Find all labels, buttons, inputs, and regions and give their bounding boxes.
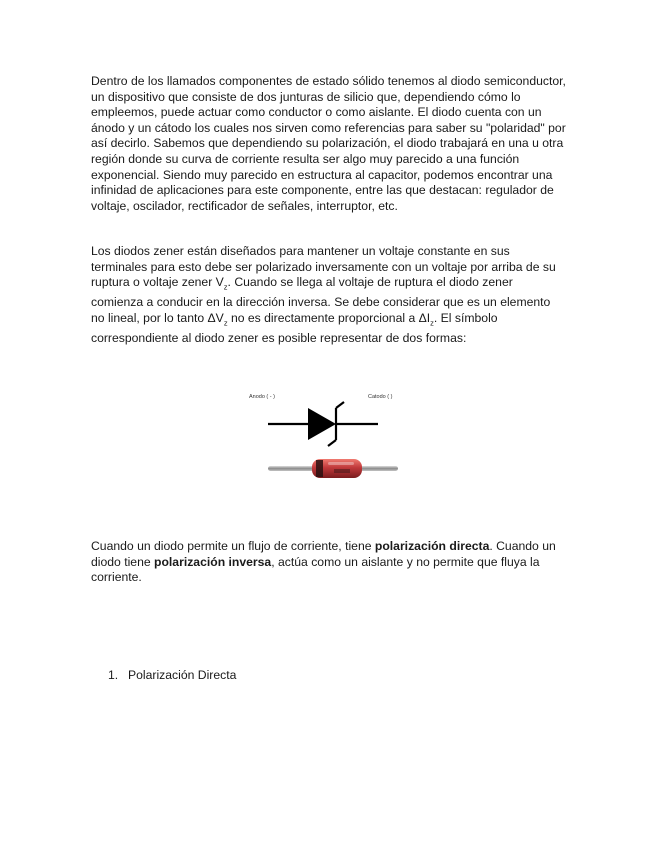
subscript-z-3: z <box>430 318 434 328</box>
anode-label: Anodo ( - ) <box>249 394 275 400</box>
zener-diode-photo-icon <box>246 386 414 490</box>
cathode-label: Catodo ( ) <box>368 394 393 400</box>
zener-text-1: Los diodos zener están diseñados para mantener un voltaje constante en sus terminales para esto debe ser polarizado inversamente con un voltaje por arriba de su ruptura o voltaje zener V <box>91 244 556 290</box>
subscript-z-1: z <box>223 282 228 292</box>
bold-direct-polarization: polarización directa <box>374 539 490 553</box>
zener-text-4: . El símbolo correspondiente al diodo zener es posible representar de dos formas: <box>91 310 498 345</box>
list-item <box>108 668 236 684</box>
polarization-text-2: . Cuando un diodo tiene <box>91 539 556 569</box>
bold-reverse-polarization: polarización inversa <box>154 554 272 569</box>
polarization-text-3: , actúa como un aislante y no permite que fluya la corriente. <box>91 554 540 585</box>
list-item-number: 1. <box>108 668 119 682</box>
numbered-list <box>108 668 236 684</box>
zener-text-2: . Cuando se llega al voltaje de ruptura el diodo zener comienza a conducir en la dirección inversa. Se debe considerar que es un elemento no lineal, por lo tanto ΔV <box>91 275 551 325</box>
subscript-z-2: z <box>223 318 228 328</box>
zener-text-3: no es directamente proporcional a ΔI <box>227 310 431 325</box>
list-item-text: Polarización Directa <box>128 668 237 682</box>
zener-diode-figure <box>246 386 414 490</box>
paragraph-zener <box>91 244 567 346</box>
paragraph-intro: Dentro de los llamados componentes de estado sólido tenemos al diodo semiconductor, un dispositivo que consiste de dos junturas de silicio que, dependiendo cómo lo empleemos, puede actuar como conductor o como aislante. El diodo cuenta con un ánodo y un cátodo los cuales nos sirven como referencias para saber su "polaridad" por así decirlo. Sabemos que dependiendo su polarización, el diodo trabajará en una u otra región donde su curva de corriente resulta ser algo muy parecido a una función exponencial. Siendo muy parecido en estructura al capacitor, podemos encontrar una infinidad de aplicaciones para este componente, entre las que destacan: regulador de voltaje, oscilador, rectificador de señales, interruptor, etc. <box>91 74 566 213</box>
polarization-text-1: Cuando un diodo permite un flujo de corriente, tiene <box>91 539 375 553</box>
paragraph-polarization <box>91 539 567 586</box>
